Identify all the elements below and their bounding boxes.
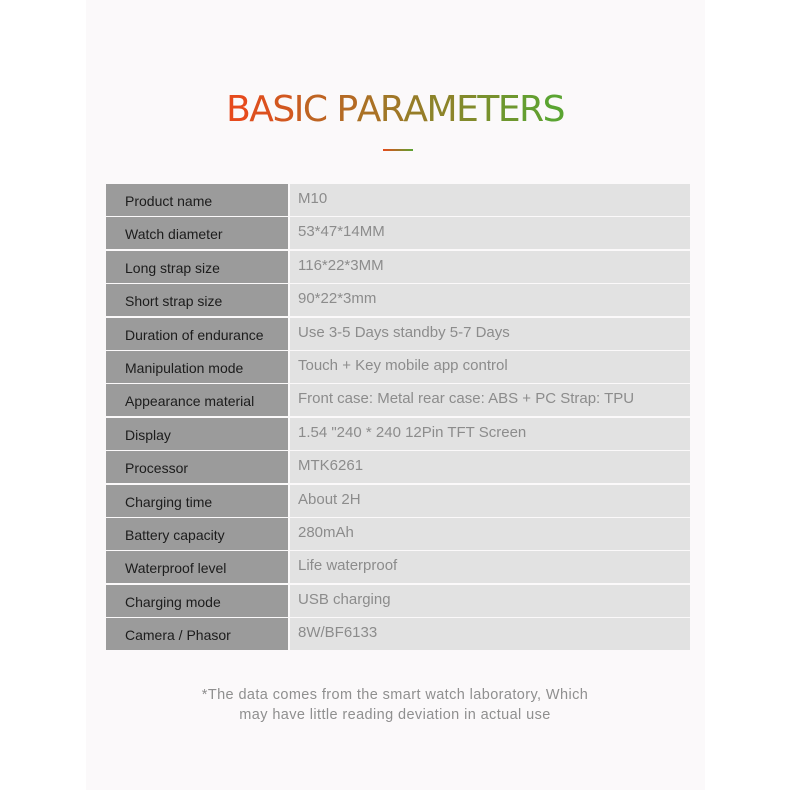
table-row xyxy=(106,284,690,316)
footnote-line-1: *The data comes from the smart watch laboratory, Which xyxy=(201,687,589,703)
table-row xyxy=(106,618,690,650)
parameter-value: Use 3-5 Days standby 5-7 Days xyxy=(290,318,690,350)
parameter-label: Watch diameter xyxy=(106,217,288,249)
parameter-label: Display xyxy=(106,418,288,450)
parameter-label: Processor xyxy=(106,451,288,483)
table-row xyxy=(106,351,690,383)
title-word-basic: BASIC xyxy=(226,89,327,130)
parameter-value: 53*47*14MM xyxy=(290,217,690,249)
parameter-label: Appearance material xyxy=(106,384,288,416)
table-row xyxy=(106,518,690,550)
parameter-value: 116*22*3MM xyxy=(290,251,690,283)
table-row xyxy=(106,585,690,617)
table-row xyxy=(106,384,690,416)
parameter-label: Charging mode xyxy=(106,585,288,617)
parameter-value: Touch + Key mobile app control xyxy=(290,351,690,383)
parameter-value: MTK6261 xyxy=(290,451,690,483)
parameter-value: 8W/BF6133 xyxy=(290,618,690,650)
title-underline xyxy=(383,149,413,151)
parameter-label: Long strap size xyxy=(106,251,288,283)
footnote xyxy=(0,685,790,725)
parameter-value: M10 xyxy=(290,184,690,216)
parameters-table xyxy=(106,184,690,651)
table-row xyxy=(106,184,690,216)
table-row xyxy=(106,485,690,517)
table-row xyxy=(106,251,690,283)
parameter-value: Life waterproof xyxy=(290,551,690,583)
parameter-value: Front case: Metal rear case: ABS + PC Strap: TPU xyxy=(290,384,690,416)
parameter-label: Duration of endurance xyxy=(106,318,288,350)
parameter-label: Waterproof level xyxy=(106,551,288,583)
parameter-label: Product name xyxy=(106,184,288,216)
parameter-label: Charging time xyxy=(106,485,288,517)
parameter-label: Battery capacity xyxy=(106,518,288,550)
page-title xyxy=(0,88,790,132)
parameter-value: 90*22*3mm xyxy=(290,284,690,316)
parameter-label: Short strap size xyxy=(106,284,288,316)
parameter-value: USB charging xyxy=(290,585,690,617)
parameter-value: About 2H xyxy=(290,485,690,517)
parameter-value: 1.54 "240 * 240 12Pin TFT Screen xyxy=(290,418,690,450)
table-row xyxy=(106,217,690,249)
parameter-label: Camera / Phasor xyxy=(106,618,288,650)
footnote-line-2: may have little reading deviation in actual use xyxy=(239,707,551,723)
table-row xyxy=(106,318,690,350)
parameter-value: 280mAh xyxy=(290,518,690,550)
table-row xyxy=(106,451,690,483)
table-row xyxy=(106,418,690,450)
parameter-label: Manipulation mode xyxy=(106,351,288,383)
table-row xyxy=(106,551,690,583)
title-word-parameters: PARAMETERS xyxy=(336,89,564,130)
